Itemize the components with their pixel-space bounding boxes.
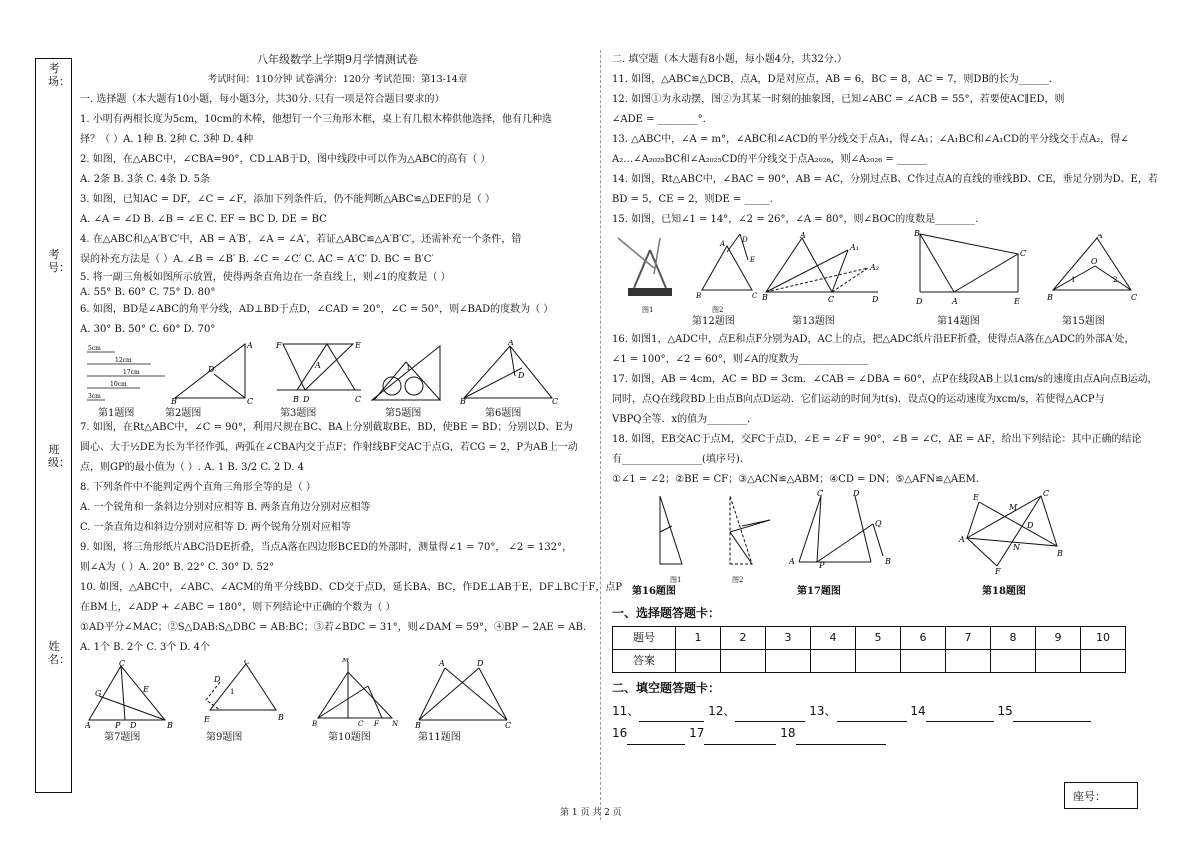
right-column	[612, 50, 1172, 745]
svg-text:C: C	[1131, 293, 1137, 302]
answer-cell[interactable]	[721, 650, 766, 673]
question-line: C. 一条直角边和斜边分别对应相等 D. 两个锐角分别对应相等	[80, 522, 351, 533]
answer-cell[interactable]	[991, 650, 1036, 673]
fill-blank[interactable]	[796, 722, 886, 745]
svg-text:M: M	[1009, 503, 1018, 512]
fill-label: 11、	[612, 704, 640, 718]
question-line: A. 一个锐角和一条斜边分别对应相等 B. 两条直角边分别对应相等	[80, 502, 371, 513]
fill-answer-line-2	[612, 722, 1172, 745]
svg-text:B: B	[885, 557, 891, 566]
question-line: 5. 将一副三角板如图所示放置，使得两条直角边在一条直线上，则∠1的度数是（ ）	[80, 272, 451, 283]
figure-12-photo	[614, 234, 684, 304]
figure-caption: 第10题图	[328, 732, 371, 743]
svg-text:A: A	[247, 341, 253, 350]
figure-caption: 第1题图	[98, 408, 135, 419]
question-line: 同时，点Q在线段BD上由点B向点D运动．它们运动的时间为t(s)．设点Q的运动速度为xcm/s，若使得△ACP与	[612, 394, 1105, 405]
fill-label: 13、	[809, 704, 837, 718]
fig1-label: 3cm	[88, 393, 101, 400]
svg-text:C: C	[247, 397, 254, 405]
question-line: VBPQ全等．x的值为________．	[612, 414, 758, 425]
figure-12-abstract	[692, 232, 762, 304]
figure-6	[460, 340, 560, 405]
svg-text:D: D	[872, 295, 879, 304]
question-line: 12. 如图①为永动摆，图②为其某一时刻的抽象图，已知∠ABC = ∠ACB = 55°，若要使AC∥ED，则	[612, 94, 1065, 105]
question-line: 17. 如图，AB = 4cm，AC = BD = 3cm．∠CAB = ∠DBA = 60°，点P在线段AB上以1cm/s的速度由点A向点B运动，	[612, 374, 1158, 385]
fill-blank[interactable]	[837, 701, 907, 722]
svg-text:A: A	[952, 297, 958, 305]
svg-text:E: E	[355, 341, 361, 350]
svg-text:B: B	[460, 397, 466, 405]
figure-caption: 第6题图	[485, 408, 522, 419]
figure-10	[312, 658, 402, 728]
svg-text:D: D	[303, 395, 310, 404]
exam-info: 考试时间：110分钟 试卷满分：120分 考试范围：第13-14章	[207, 74, 468, 85]
svg-text:A₁: A₁	[850, 243, 859, 252]
answer-number: 9	[1036, 627, 1081, 650]
question-line: 在BM上，∠ADP + ∠ABC = 180°，则下列结论中正确的个数为（ ）	[80, 602, 396, 613]
svg-text:E: E	[1014, 297, 1020, 305]
figure-18	[957, 490, 1067, 575]
svg-text:P: P	[115, 721, 121, 728]
svg-text:C: C	[358, 720, 364, 728]
figure-14	[912, 230, 1032, 305]
svg-text:A: A	[1097, 234, 1103, 240]
fig1-label: 17cm	[123, 369, 140, 376]
question-line: 1. 小明有两根长度为5cm，10cm的木棒，他想钉一个三角形木框，桌上有几根木棒供他选择，他有几种选	[80, 114, 552, 125]
figure-caption: 第18题图	[982, 586, 1026, 597]
fill-label: 12、	[708, 704, 736, 718]
question-line: 3. 如图，已知AC = DF，∠C = ∠F，添加下列条件后，仍不能判断△ABC≌△DEF的是（ ）	[80, 194, 495, 205]
answer-row-label: 答案	[613, 650, 676, 673]
svg-text:C: C	[244, 660, 251, 666]
svg-text:2: 2	[1113, 276, 1118, 284]
svg-text:N: N	[392, 720, 399, 728]
seat-number-box[interactable]: 座号：	[1064, 782, 1138, 809]
name-label: 姓名：	[48, 640, 70, 666]
question-line: 点，则GP的最小值为（ ）. A. 1 B. 3/2 C. 2 D. 4	[80, 462, 304, 473]
figure-row-right-1	[612, 230, 1172, 330]
fig1-label: 12cm	[115, 357, 132, 364]
svg-text:Q: Q	[875, 519, 882, 528]
svg-text:E: E	[973, 493, 979, 502]
svg-text:B: B	[171, 397, 177, 405]
question-line: 4. 在△ABC和△A′B′C′中，AB = A′B′，∠A = ∠A′，若证△ABC≌△A′B′C′，还需补充一个条件，错	[80, 234, 522, 245]
binding-margin-box	[35, 58, 72, 793]
svg-text:A₂: A₂	[870, 263, 879, 272]
figure-caption: 第9题图	[206, 732, 243, 743]
figure-caption: 第17题图	[797, 586, 841, 597]
question-line: 有________________(填序号).	[612, 454, 743, 465]
svg-text:B: B	[167, 721, 173, 728]
svg-text:A: A	[800, 231, 806, 240]
svg-text:D: D	[214, 675, 221, 684]
fill-blank[interactable]	[627, 722, 685, 745]
fill-blank[interactable]	[1013, 701, 1091, 722]
svg-text:C: C	[505, 721, 512, 728]
fill-label: 17	[689, 726, 705, 740]
answer-number: 1	[676, 627, 721, 650]
figure-1	[85, 342, 165, 404]
figure-2	[170, 340, 255, 405]
figure-13	[762, 230, 882, 305]
svg-text:O: O	[1091, 257, 1098, 266]
figure-caption: 第5题图	[385, 408, 422, 419]
figure-row-2	[80, 658, 595, 743]
figure-caption: 第2题图	[165, 408, 202, 419]
svg-text:C: C	[752, 292, 758, 300]
svg-text:B: B	[278, 713, 284, 722]
answer-cell[interactable]	[901, 650, 946, 673]
figure-7	[85, 660, 175, 728]
svg-text:P: P	[819, 561, 825, 570]
figure-3	[275, 340, 365, 405]
answer-card-choice-title: 一、选择题答题卡：	[612, 606, 721, 620]
question-line: 9. 如图，将三角形纸片ABC沿DE折叠，当点A落在四边形BCED的外部时，测量得∠1 = 70°， ∠2 = 132°，	[80, 542, 573, 553]
figure-caption: 图2	[732, 576, 744, 584]
question-line: 误的补充方法是（ ）A. ∠B = ∠B′ B. ∠C = ∠C′ C. AC = A′C′ D. BC = B′C′	[80, 254, 434, 265]
svg-text:F: F	[374, 720, 379, 728]
fill-blank[interactable]	[926, 701, 994, 722]
answer-cell[interactable]	[676, 650, 721, 673]
question-line: 7. 如图，在Rt△ABC中，∠C = 90°，利用尺规在BC、BA上分别截取BE、BD，使BE = BD；分别以D、E为	[80, 422, 573, 433]
svg-text:E: E	[750, 256, 756, 264]
svg-text:B: B	[293, 395, 299, 404]
question-line: 11. 如图，△ABC≌△DCB，点A，D是对应点，AB = 6，BC = 8，AC = 7，则DB的长为______.	[612, 74, 1052, 85]
figure-caption: 第7题图	[104, 732, 141, 743]
answer-cell[interactable]	[1081, 650, 1126, 673]
svg-text:D: D	[742, 236, 748, 244]
answer-cell[interactable]	[811, 650, 856, 673]
question-line: 圆心、大于½DE为长为半径作弧，两弧在∠CBA内交于点F；作射线BF交AC于点G，若CG = 2，P为AB上一动	[80, 442, 578, 453]
svg-text:A: A	[720, 240, 726, 248]
svg-text:C: C	[1020, 249, 1027, 258]
question-line: 6. 如图，BD是∠ABC的角平分线，AD⊥BD于点D，∠CAD = 20°，∠C = 50°，则∠BAD的度数为（ ）	[80, 304, 554, 315]
fig1-label: 5cm	[88, 345, 101, 352]
question-line: A. 55° B. 60° C. 75° D. 80°	[80, 287, 216, 298]
figure-16-1	[652, 492, 692, 572]
svg-text:D: D	[518, 371, 525, 380]
fill-label: 15	[997, 704, 1013, 718]
svg-text:D: D	[916, 297, 923, 305]
figure-15	[1047, 234, 1137, 304]
answer-number: 2	[721, 627, 766, 650]
question-line: 15. 如图，已知∠1 = 14°，∠2 = 26°，∠A = 80°，则∠BOC的度数是________.	[612, 214, 979, 225]
fill-label: 16	[612, 726, 628, 740]
question-line: 8. 下列条件中不能判定两个直角三角形全等的是（ ）	[80, 482, 316, 493]
question-line: BD = 5，CE = 2，则DE = _____.	[612, 194, 773, 205]
fill-label: 14	[910, 704, 926, 718]
page-footer: 第 1 页 共 2 页	[560, 808, 622, 818]
question-line: A. ∠A = ∠D B. ∠B = ∠E C. EF = BC D. DE = BC	[80, 214, 327, 225]
figure-caption: 第16题图	[632, 586, 676, 597]
exam-room-label: 考场：	[48, 62, 70, 88]
figure-caption: 第3题图	[280, 408, 317, 419]
svg-text:B: B	[1047, 293, 1053, 302]
svg-text:G: G	[95, 689, 102, 698]
svg-text:A: A	[85, 721, 91, 728]
answer-number: 4	[811, 627, 856, 650]
figure-caption: 第12题图	[692, 316, 735, 327]
svg-text:A: A	[439, 659, 445, 668]
answer-table-header: 题号	[613, 627, 676, 650]
page-title: 八年级数学上学期9月学情测试卷	[257, 53, 418, 66]
answer-cell[interactable]	[946, 650, 991, 673]
answer-table	[612, 626, 1126, 673]
svg-text:A: A	[959, 535, 965, 544]
fill-blank[interactable]	[639, 701, 704, 722]
fill-label: 18	[780, 726, 796, 740]
question-line: A. 2条 B. 3条 C. 4条 D. 5条	[80, 174, 210, 185]
answer-number: 8	[991, 627, 1036, 650]
figure-caption: 第13题图	[792, 316, 835, 327]
svg-text:1: 1	[406, 364, 411, 372]
figure-caption: 第15题图	[1062, 316, 1105, 327]
column-separator	[600, 50, 602, 820]
figure-row-1	[80, 340, 595, 418]
svg-text:N: N	[1013, 543, 1020, 552]
svg-text:E: E	[204, 715, 210, 724]
answer-table-answer-row	[613, 650, 1126, 673]
answer-cell[interactable]	[766, 650, 811, 673]
question-line: 则∠A为（ ）A. 20° B. 22° C. 30° D. 52°	[80, 562, 275, 573]
question-line: 16. 如图1，△ADC中，点E和点F分别为AD，AC上的点，把△ADC纸片沿EF折叠，使得点A落在△ADC的外部A′处，	[612, 334, 1135, 345]
svg-text:B: B	[914, 230, 920, 238]
answer-number: 10	[1081, 627, 1126, 650]
question-line: ①∠1 = ∠2；②BE = CF；③△ACN≌△ABM；④CD = DN；⑤△AFN≌△AEM.	[612, 474, 979, 485]
question-line: ①AD平分∠MAC；②S△DAB:S△DBC = AB:BC；③若∠BDC = 31°，则∠DAM = 59°，④BP − 2AE = AB.	[80, 622, 587, 633]
svg-text:B: B	[762, 293, 768, 302]
question-line: 14. 如图，Rt△ABC中，∠BAC = 90°，AB = AC，分别过点B、C作过点A的直线的垂线BD、CE，垂足分别为D、E，若	[612, 174, 1158, 185]
svg-text:D: D	[208, 365, 215, 374]
svg-text:B: B	[1057, 549, 1063, 558]
svg-text:D: D	[853, 490, 860, 498]
fig1-label: 10cm	[110, 381, 127, 388]
question-line: ∠ADE = ________°.	[612, 114, 706, 125]
svg-text:1: 1	[230, 688, 235, 696]
figure-9	[200, 660, 290, 728]
question-line: 18. 如图，EB交AC于点M，交FC于点D，∠E = ∠F = 90°，∠B = ∠C，AE = AF，给出下列结论：其中正确的结论	[612, 434, 1142, 445]
answer-cell[interactable]	[856, 650, 901, 673]
question-line: ∠1 = 100°，∠2 = 60°，则∠A的度数为______________	[612, 354, 869, 365]
svg-text:M: M	[342, 658, 350, 664]
question-line: 2. 如图，在△ABC中，∠CBA=90°，CD⊥AB于D，图中线段中可以作为△ABC的高有（ ）	[80, 154, 491, 165]
answer-number: 3	[766, 627, 811, 650]
svg-text:F: F	[276, 341, 282, 350]
figure-caption: 图1	[642, 306, 654, 314]
svg-text:C: C	[119, 660, 126, 668]
exam-number-label: 考号：	[48, 248, 70, 274]
answer-card-fill-title: 二、填空题答题卡：	[612, 681, 721, 695]
svg-text:C: C	[355, 395, 362, 404]
answer-cell[interactable]	[1036, 650, 1081, 673]
class-label: 班级：	[48, 443, 70, 469]
svg-text:C: C	[1043, 490, 1050, 498]
svg-text:1: 1	[1071, 276, 1076, 284]
svg-text:A: A	[315, 361, 321, 370]
svg-text:B: B	[312, 720, 318, 728]
answer-number: 6	[901, 627, 946, 650]
figure-11	[415, 658, 515, 728]
figure-caption: 图1	[670, 576, 682, 584]
fill-answer-line-1	[612, 701, 1172, 722]
svg-text:C: C	[828, 295, 835, 304]
figure-17	[787, 490, 897, 575]
section-choice-heading: 一. 选择题（本大题有10小题，每小题3分，共30分. 只有一项是符合题目要求的）	[80, 94, 445, 105]
question-line: 10. 如图，△ABC中，∠ABC、∠ACM的角平分线BD、CD交于点D，延长BA、BC，作DE⊥AB于E，DF⊥BC于F，点P	[80, 582, 623, 593]
svg-text:D: D	[477, 659, 484, 668]
figure-caption: 第11题图	[418, 732, 461, 743]
answer-table-header-row	[613, 627, 1126, 650]
answer-number: 7	[946, 627, 991, 650]
svg-text:C: C	[817, 490, 824, 498]
question-line: 择？（ ）A. 1种 B. 2种 C. 3种 D. 4种	[80, 134, 254, 145]
svg-text:D: D	[130, 721, 137, 728]
figure-caption: 第14题图	[937, 316, 980, 327]
question-line: A₂…∠A₂₀₂₅BC和∠A₂₀₂₅CD的平分线交于点A₂₀₂₆，则∠A₂₀₂₆ = ______	[612, 154, 927, 165]
svg-text:B: B	[696, 292, 702, 300]
svg-text:A: A	[789, 557, 795, 566]
section-fill-heading: 二. 填空题（本大题有8小题，每小题4分，共32分.）	[612, 54, 847, 65]
figure-5	[370, 342, 450, 402]
answer-number: 5	[856, 627, 901, 650]
fill-blank[interactable]	[704, 722, 776, 745]
svg-text:C: C	[552, 397, 559, 405]
svg-text:E: E	[143, 685, 149, 694]
question-line: A. 1个 B. 2个 C. 3个 D. 4个	[80, 642, 210, 653]
question-line: A. 30° B. 50° C. 60° D. 70°	[80, 324, 216, 335]
svg-text:B: B	[415, 721, 421, 728]
svg-text:D: D	[1027, 521, 1034, 530]
figure-row-right-2	[612, 490, 1172, 600]
svg-text:A: A	[508, 340, 514, 347]
figure-caption: 图2	[712, 306, 724, 314]
figure-16-2	[722, 492, 782, 572]
fill-blank[interactable]	[735, 701, 805, 722]
question-line: 13. △ABC中，∠A = m°，∠ABC和∠ACD的平分线交于点A₁，得∠A₁；∠A₁BC和∠A₁CD的平分线交于点A₂，得∠	[612, 134, 1129, 145]
svg-text:F: F	[995, 567, 1001, 575]
